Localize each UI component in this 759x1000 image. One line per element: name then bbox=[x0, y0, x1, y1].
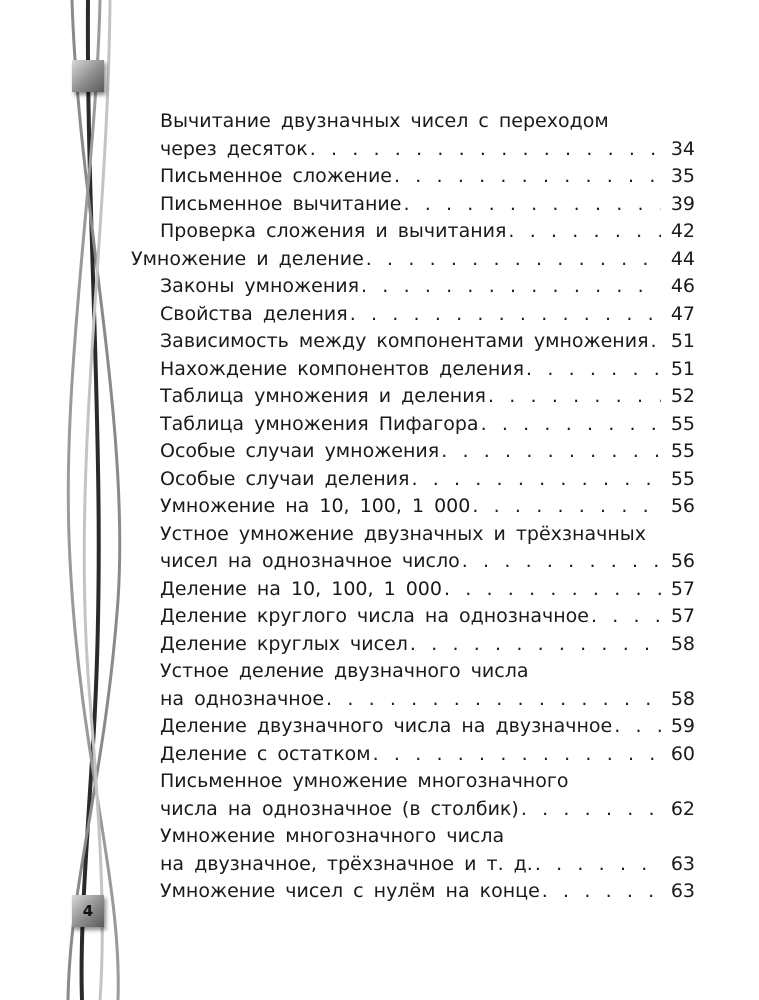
toc-entry bbox=[0, 356, 759, 384]
toc-entry-page-number: 39 bbox=[670, 192, 695, 215]
toc-entry bbox=[0, 383, 759, 411]
dot-leader bbox=[441, 438, 661, 466]
dot-leader bbox=[373, 741, 661, 769]
toc-entry bbox=[0, 823, 759, 878]
toc-entry-title: числа на однозначное (в столбик) bbox=[160, 797, 519, 820]
toc-entry bbox=[0, 108, 759, 163]
toc-entry-page-number: 57 bbox=[670, 605, 695, 627]
toc-entry bbox=[0, 466, 759, 494]
toc-entry bbox=[0, 878, 759, 906]
toc-entry-page-number: 44 bbox=[670, 247, 695, 270]
toc-entry bbox=[0, 273, 759, 301]
toc-entry-title: Письменное вычитание bbox=[160, 192, 402, 215]
dot-leader bbox=[350, 301, 661, 329]
toc-entry-page-number: 55 bbox=[670, 467, 695, 490]
toc-entry-title: через десяток bbox=[160, 137, 308, 160]
toc-entry bbox=[0, 576, 759, 604]
table-of-contents bbox=[0, 108, 759, 906]
dot-leader bbox=[366, 246, 661, 274]
dot-leader bbox=[542, 878, 661, 906]
toc-entry-page-number: 51 bbox=[670, 330, 695, 352]
toc-entry-title-line1: Устное умножение двузначных и трёхзначных bbox=[160, 522, 646, 545]
dot-leader bbox=[462, 548, 661, 576]
toc-entry-title: Деление двузначного числа на двузначное bbox=[160, 715, 613, 737]
toc-entry bbox=[0, 603, 759, 631]
toc-entry-page-number: 63 bbox=[670, 880, 695, 902]
dot-leader bbox=[526, 356, 661, 384]
toc-entry-page-number: 56 bbox=[670, 550, 695, 572]
toc-entry bbox=[0, 328, 759, 356]
toc-entry-page-number: 63 bbox=[670, 852, 695, 875]
toc-entry bbox=[0, 631, 759, 659]
toc-entry bbox=[0, 191, 759, 219]
toc-entry-title: Деление на 10, 100, 1 000 bbox=[160, 577, 442, 600]
toc-entry-title: на двузначное, трёхзначное и т. д. bbox=[160, 852, 533, 875]
toc-entry-title: Особые случаи деления bbox=[160, 467, 410, 490]
toc-entry-page-number: 51 bbox=[670, 357, 695, 380]
toc-entry-page-number: 46 bbox=[670, 275, 695, 297]
dot-leader bbox=[394, 163, 661, 191]
dot-leader bbox=[481, 411, 661, 439]
toc-entry bbox=[0, 658, 759, 713]
toc-entry bbox=[0, 713, 759, 741]
dot-leader bbox=[535, 851, 661, 879]
toc-entry-page-number: 47 bbox=[670, 302, 695, 325]
toc-entry bbox=[0, 301, 759, 329]
toc-entry bbox=[0, 438, 759, 466]
toc-entry-page-number: 59 bbox=[670, 715, 695, 737]
decorative-square-marker bbox=[72, 60, 104, 92]
toc-entry-page-number: 58 bbox=[670, 687, 695, 710]
dot-leader bbox=[508, 218, 661, 246]
toc-entry-title: Умножение чисел с нулём на конце bbox=[160, 880, 540, 902]
dot-leader bbox=[444, 576, 661, 604]
toc-entry-title: на однозначное bbox=[160, 687, 325, 710]
toc-entry-title: Особые случаи умножения bbox=[160, 440, 440, 462]
toc-entry-page-number: 58 bbox=[670, 632, 695, 655]
toc-entry-title: Деление с остатком bbox=[160, 742, 371, 765]
toc-entry bbox=[0, 493, 759, 521]
dot-leader bbox=[403, 191, 661, 219]
toc-entry-title: Деление круглых чисел bbox=[160, 632, 408, 655]
toc-entry-page-number: 42 bbox=[670, 220, 695, 242]
toc-entry-title: Свойства деления bbox=[160, 302, 348, 325]
toc-entry-title: Деление круглого числа на однозначное bbox=[160, 605, 589, 627]
toc-entry-title: Умножение и деление bbox=[131, 247, 364, 270]
toc-entry-page-number: 52 bbox=[670, 385, 695, 407]
toc-entry bbox=[0, 741, 759, 769]
toc-entry-title-line1: Устное деление двузначного числа bbox=[160, 660, 529, 682]
dot-leader bbox=[472, 493, 661, 521]
toc-entry-title: Законы умножения bbox=[160, 275, 360, 297]
toc-entry-title: Таблица умножения и деления bbox=[160, 385, 486, 407]
toc-entry-title: Умножение на 10, 100, 1 000 bbox=[160, 495, 471, 517]
toc-entry bbox=[0, 218, 759, 246]
dot-leader bbox=[411, 466, 661, 494]
dot-leader bbox=[326, 686, 661, 714]
dot-leader bbox=[651, 328, 661, 356]
toc-entry-page-number: 55 bbox=[670, 440, 695, 462]
toc-entry-title: чисел на однозначное число bbox=[160, 550, 460, 572]
toc-entry bbox=[0, 521, 759, 576]
toc-entry-title: Зависимость между компонентами умножения bbox=[160, 330, 649, 352]
toc-entry bbox=[0, 768, 759, 823]
dot-leader bbox=[614, 713, 661, 741]
dot-leader bbox=[521, 796, 661, 824]
toc-entry-title: Письменное сложение bbox=[160, 165, 392, 187]
page-number: 4 bbox=[72, 895, 104, 927]
toc-entry-page-number: 55 bbox=[670, 412, 695, 435]
toc-entry-page-number: 56 bbox=[670, 495, 695, 517]
dot-leader bbox=[361, 273, 661, 301]
toc-entry-page-number: 34 bbox=[670, 137, 695, 160]
toc-entry-title: Таблица умножения Пифагора bbox=[160, 412, 479, 435]
toc-entry-page-number: 35 bbox=[670, 165, 695, 187]
toc-entry-page-number: 57 bbox=[670, 577, 695, 600]
toc-entry-title: Нахождение компонентов деления bbox=[160, 357, 525, 380]
toc-entry bbox=[0, 163, 759, 191]
toc-entry-page-number: 60 bbox=[670, 742, 695, 765]
toc-entry-title-line1: Письменное умножение многозначного bbox=[160, 770, 569, 792]
toc-entry bbox=[0, 411, 759, 439]
dot-leader bbox=[310, 136, 661, 164]
toc-entry-page-number: 62 bbox=[670, 797, 695, 820]
toc-entry-title: Проверка сложения и вычитания bbox=[160, 220, 507, 242]
dot-leader bbox=[591, 603, 661, 631]
dot-leader bbox=[488, 383, 661, 411]
toc-entry-title-line1: Умножение многозначного числа bbox=[160, 825, 505, 847]
dot-leader bbox=[410, 631, 661, 659]
toc-entry bbox=[0, 246, 759, 274]
toc-entry-title-line1: Вычитание двузначных чисел с переходом bbox=[160, 110, 609, 132]
